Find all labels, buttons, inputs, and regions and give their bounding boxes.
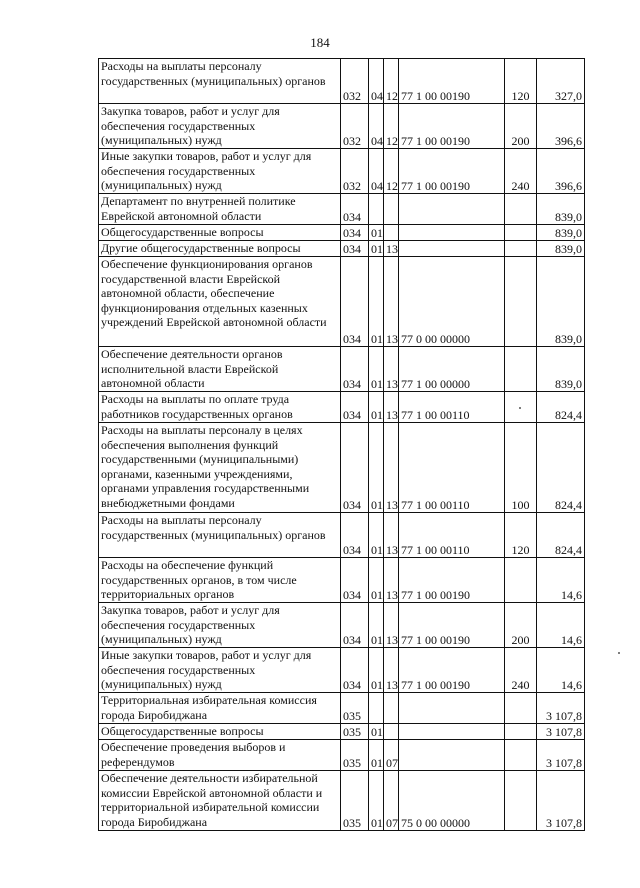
cell-ved: 034 [341,347,369,392]
cell-sum: 3 107,8 [537,740,585,771]
cell-ved: 034 [341,603,369,648]
cell-ved: 034 [341,257,369,347]
cell-rz: 01 [369,558,384,603]
cell-rz: 01 [369,740,384,771]
table-row [99,513,585,558]
cell-vr: 100 [505,423,537,513]
cell-ved: 035 [341,740,369,771]
cell-vr: 240 [505,149,537,194]
cell-pr [384,225,399,241]
table-row [99,693,585,724]
cell-vr [505,257,537,347]
cell-vr: 240 [505,648,537,693]
cell-sum: 396,6 [537,104,585,149]
cell-rz: 04 [369,149,384,194]
cell-ved: 035 [341,693,369,724]
scan-speck [519,407,521,409]
cell-sum: 839,0 [537,194,585,225]
cell-csr: 75 0 00 00000 [399,771,505,831]
cell-csr: 77 1 00 00190 [399,149,505,194]
table-row [99,257,585,347]
row-name: Закупка товаров, работ и услуг для обеспечения государственных (муниципальных) нужд [99,603,341,648]
cell-csr: 77 1 00 00110 [399,513,505,558]
row-name: Расходы на выплаты по оплате труда работников государственных органов [99,392,341,423]
cell-pr: 07 [384,740,399,771]
row-name: Обеспечение деятельности избирательной комиссии Еврейской автономной области и территориальной избирательной комиссии города Биробиджана [99,771,341,831]
cell-sum: 327,0 [537,59,585,104]
table-row [99,149,585,194]
cell-vr [505,241,537,257]
budget-table [98,58,585,831]
cell-ved: 035 [341,771,369,831]
page-number: 184 [310,35,330,50]
cell-rz: 01 [369,771,384,831]
cell-csr: 77 1 00 00190 [399,59,505,104]
row-name: Расходы на выплаты персоналу государственных (муниципальных) органов [99,513,341,558]
cell-csr: 77 1 00 00190 [399,104,505,149]
cell-ved: 034 [341,241,369,257]
cell-vr [505,740,537,771]
cell-sum: 824,4 [537,513,585,558]
cell-ved: 032 [341,104,369,149]
cell-ved: 034 [341,558,369,603]
cell-sum: 14,6 [537,558,585,603]
cell-sum: 824,4 [537,392,585,423]
cell-csr: 77 1 00 00190 [399,558,505,603]
row-name: Расходы на обеспечение функций государственных органов, в том числе территориальных органов [99,558,341,603]
cell-csr: 77 0 00 00000 [399,257,505,347]
cell-csr: 77 1 00 00190 [399,648,505,693]
cell-vr: 120 [505,59,537,104]
cell-csr: 77 1 00 00110 [399,423,505,513]
cell-pr: 12 [384,59,399,104]
cell-csr: 77 1 00 00000 [399,347,505,392]
cell-pr: 13 [384,423,399,513]
cell-sum: 824,4 [537,423,585,513]
cell-csr: 77 1 00 00110 [399,392,505,423]
table-row [99,225,585,241]
cell-pr: 13 [384,648,399,693]
cell-rz: 01 [369,648,384,693]
cell-ved: 034 [341,648,369,693]
row-name: Расходы на выплаты персоналу в целях обеспечения выполнения функций государственными (муниципальными) органами, казенными учреждениями, органами управления государственными внебюджетными фондами [99,423,341,513]
row-name: Обеспечение деятельности органов исполнительной власти Еврейской автономной области [99,347,341,392]
cell-pr: 12 [384,149,399,194]
table-row [99,740,585,771]
cell-vr [505,558,537,603]
cell-csr [399,194,505,225]
cell-sum: 14,6 [537,603,585,648]
cell-rz: 04 [369,59,384,104]
cell-sum: 396,6 [537,149,585,194]
cell-pr [384,693,399,724]
table-row [99,194,585,225]
row-name: Департамент по внутренней политике Еврейской автономной области [99,194,341,225]
cell-csr [399,693,505,724]
cell-rz: 01 [369,347,384,392]
row-name: Обеспечение проведения выборов и референдумов [99,740,341,771]
table-row [99,59,585,104]
cell-pr: 13 [384,257,399,347]
cell-pr: 13 [384,603,399,648]
table-row [99,603,585,648]
cell-ved: 034 [341,423,369,513]
cell-rz: 01 [369,257,384,347]
cell-rz: 01 [369,241,384,257]
cell-pr [384,194,399,225]
cell-rz: 01 [369,724,384,740]
cell-vr [505,225,537,241]
cell-vr [505,347,537,392]
cell-sum: 14,6 [537,648,585,693]
cell-pr: 13 [384,558,399,603]
cell-csr [399,724,505,740]
cell-vr: 120 [505,513,537,558]
row-name: Обеспечение функционирования органов государственной власти Еврейской автономной области, обеспечение функционирования отдельных казенных учреждений Еврейской автономной области [99,257,341,347]
cell-pr: 13 [384,241,399,257]
cell-ved: 034 [341,513,369,558]
cell-pr: 13 [384,513,399,558]
cell-pr: 13 [384,347,399,392]
cell-vr: 200 [505,603,537,648]
cell-rz [369,194,384,225]
table-row [99,558,585,603]
row-name: Общегосударственные вопросы [99,225,341,241]
cell-sum: 839,0 [537,257,585,347]
cell-rz: 01 [369,225,384,241]
table-row [99,423,585,513]
cell-rz: 01 [369,423,384,513]
cell-ved: 032 [341,59,369,104]
cell-ved: 035 [341,724,369,740]
cell-rz [369,693,384,724]
cell-vr [505,194,537,225]
cell-pr: 07 [384,771,399,831]
cell-vr [505,724,537,740]
cell-rz: 01 [369,513,384,558]
cell-ved: 032 [341,149,369,194]
table-row [99,241,585,257]
row-name: Иные закупки товаров, работ и услуг для обеспечения государственных (муниципальных) нужд [99,648,341,693]
cell-ved: 034 [341,194,369,225]
cell-vr [505,693,537,724]
row-name: Общегосударственные вопросы [99,724,341,740]
cell-pr: 13 [384,392,399,423]
cell-csr [399,740,505,771]
cell-sum: 3 107,8 [537,693,585,724]
cell-vr: 200 [505,104,537,149]
cell-pr [384,724,399,740]
cell-csr: 77 1 00 00190 [399,603,505,648]
table-row [99,104,585,149]
cell-pr: 12 [384,104,399,149]
row-name: Закупка товаров, работ и услуг для обеспечения государственных (муниципальных) нужд [99,104,341,149]
row-name: Расходы на выплаты персоналу государственных (муниципальных) органов [99,59,341,104]
table-row [99,392,585,423]
table-row [99,771,585,831]
cell-sum: 839,0 [537,225,585,241]
table-row [99,347,585,392]
cell-csr [399,241,505,257]
cell-sum: 3 107,8 [537,724,585,740]
row-name: Территориальная избирательная комиссия города Биробиджана [99,693,341,724]
cell-rz: 01 [369,392,384,423]
budget-table-body [99,59,585,831]
table-row [99,648,585,693]
cell-ved: 034 [341,392,369,423]
cell-sum: 839,0 [537,347,585,392]
cell-rz: 04 [369,104,384,149]
table-row [99,724,585,740]
cell-csr [399,225,505,241]
row-name: Другие общегосударственные вопросы [99,241,341,257]
cell-sum: 3 107,8 [537,771,585,831]
cell-ved: 034 [341,225,369,241]
cell-vr [505,771,537,831]
scan-speck [618,652,620,654]
row-name: Иные закупки товаров, работ и услуг для обеспечения государственных (муниципальных) нужд [99,149,341,194]
cell-rz: 01 [369,603,384,648]
cell-sum: 839,0 [537,241,585,257]
